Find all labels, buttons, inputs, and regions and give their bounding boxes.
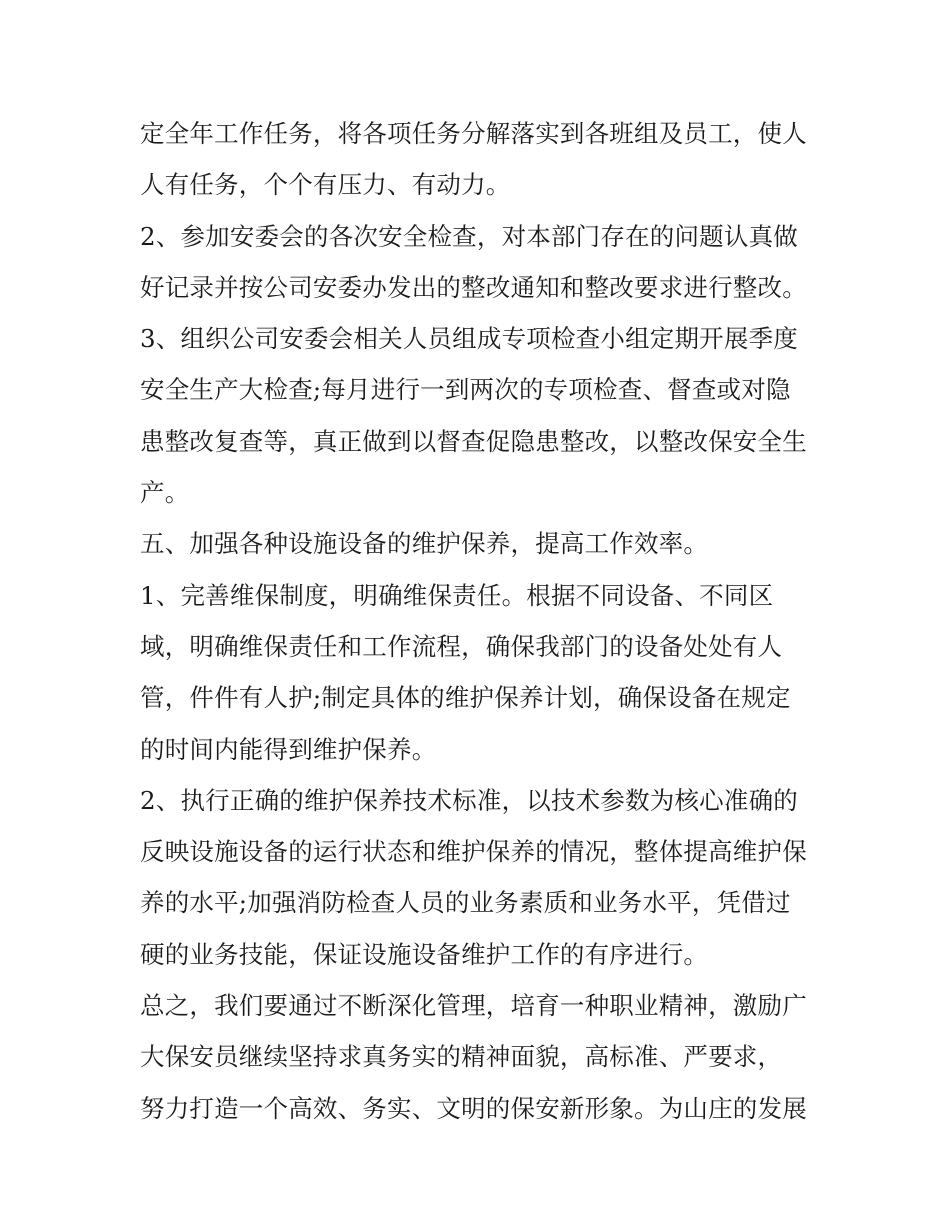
text-line: 反映设施设备的运行状态和维护保养的情况，整体提高维护保 [140, 837, 807, 867]
text-line: 3、组织公司安委会相关人员组成专项检查小组定期开展季度 [140, 324, 798, 354]
text-line: 的时间内能得到维护保养。 [140, 734, 437, 764]
text-line: 大保安员继续坚持求真务实的精神面貌，高标准、严要求， [140, 1042, 783, 1072]
text-line: 定全年工作任务，将各项任务分解落实到各班组及员工，使人 [140, 119, 807, 148]
text-line: 管，件件有人护;制定具体的维护保养计划，确保设备在规定 [140, 683, 791, 713]
text-line: 2、参加安委会的各次安全检查，对本部门存在的问题认真做 [140, 221, 798, 251]
text-line: 安全生产大检查;每月进行一到两次的专项检查、督查或对隐 [140, 375, 791, 405]
text-line: 好记录并按公司安委办发出的整改通知和整改要求进行整改。 [140, 272, 807, 302]
text-line: 2、执行正确的维护保养技术标准，以技术参数为核心准确的 [140, 785, 798, 815]
text-line: 努力打造一个高效、务实、文明的保安新形象。为山庄的发展 [140, 1093, 807, 1123]
text-line: 人有任务，个个有压力、有动力。 [140, 170, 511, 200]
text-line: 总之，我们要通过不断深化管理，培育一种职业精神，激励广 [140, 991, 807, 1021]
text-line: 产。 [140, 478, 190, 508]
text-line: 硬的业务技能，保证设施设备维护工作的有序进行。 [140, 939, 709, 969]
text-line: 1、完善维保制度，明确维保责任。根据不同设备、不同区 [140, 580, 774, 610]
text-line: 患整改复查等，真正做到以督查促隐患整改，以整改保安全生 [140, 426, 807, 456]
section-heading: 五、加强各种设施设备的维护保养，提高工作效率。 [140, 529, 709, 559]
body-text [140, 108, 830, 1134]
text-line: 域，明确维保责任和工作流程，确保我部门的设备处处有人 [140, 631, 783, 661]
text-line: 养的水平;加强消防检查人员的业务素质和业务水平，凭借过 [140, 888, 791, 918]
